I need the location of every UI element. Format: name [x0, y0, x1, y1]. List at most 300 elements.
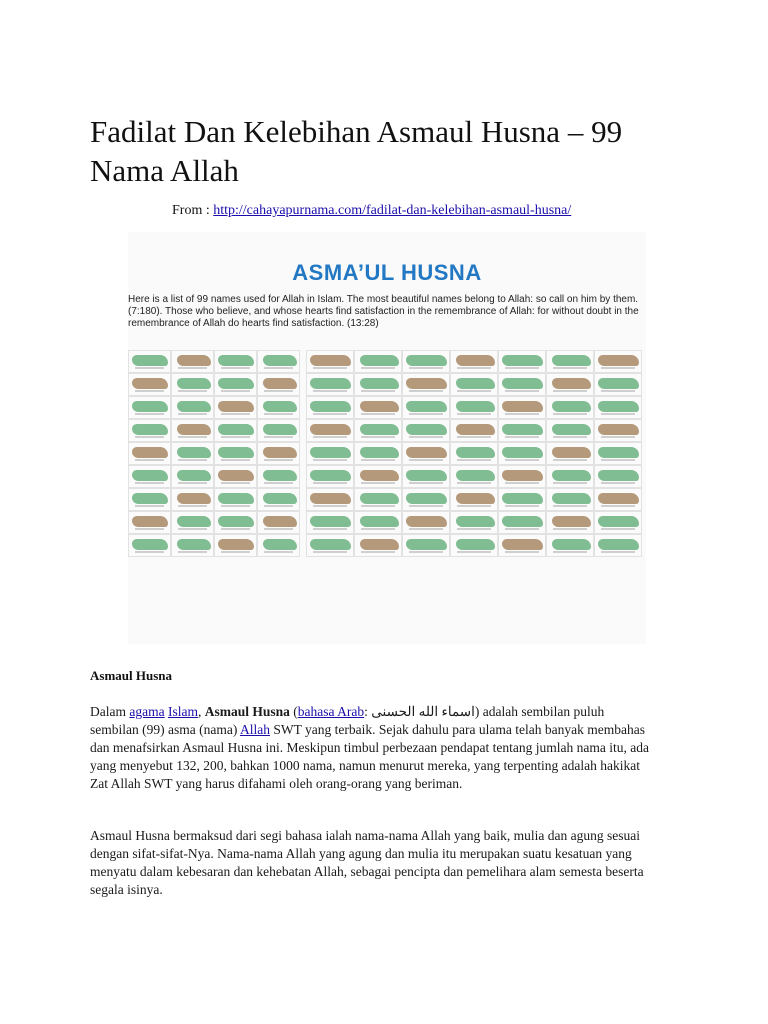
cell-caption — [505, 413, 539, 415]
calligraphy-glyph — [132, 470, 168, 481]
name-cell — [354, 442, 402, 465]
name-cell — [498, 511, 546, 534]
calligraphy-glyph — [177, 401, 211, 412]
calligraphy-glyph — [360, 355, 399, 366]
calligraphy-glyph — [132, 424, 168, 435]
name-cell — [450, 350, 498, 373]
cell-caption — [313, 551, 347, 553]
name-cell — [354, 534, 402, 557]
cell-caption — [135, 413, 164, 415]
cell-caption — [409, 390, 443, 392]
cell-caption — [135, 390, 164, 392]
cell-caption — [313, 482, 347, 484]
calligraphy-glyph — [132, 447, 168, 458]
calligraphy-glyph — [598, 424, 639, 435]
calligraphy-glyph — [177, 424, 211, 435]
name-cell — [594, 396, 642, 419]
name-cell — [128, 373, 171, 396]
paragraph-1 — [90, 703, 650, 793]
cell-caption — [601, 459, 635, 461]
name-cell — [128, 419, 171, 442]
calligraphy-glyph — [360, 447, 399, 458]
calligraphy-glyph — [218, 424, 254, 435]
name-cell — [257, 350, 300, 373]
cell-caption — [361, 528, 395, 530]
calligraphy-glyph — [263, 447, 297, 458]
name-cell — [171, 419, 214, 442]
calligraphy-glyph — [502, 401, 543, 412]
name-cell — [354, 419, 402, 442]
cell-caption — [178, 528, 207, 530]
name-cell — [450, 419, 498, 442]
cell-caption — [178, 551, 207, 553]
cell-caption — [313, 367, 347, 369]
name-cell — [171, 534, 214, 557]
cell-caption — [505, 367, 539, 369]
cell-caption — [457, 390, 491, 392]
calligraphy-glyph — [132, 516, 168, 527]
cell-caption — [135, 551, 164, 553]
calligraphy-glyph — [502, 493, 543, 504]
calligraphy-glyph — [263, 355, 297, 366]
name-cell — [306, 442, 354, 465]
name-cell — [594, 442, 642, 465]
cell-caption — [178, 482, 207, 484]
name-cell — [171, 373, 214, 396]
calligraphy-glyph — [406, 401, 447, 412]
calligraphy-glyph — [552, 470, 591, 481]
name-cell — [546, 350, 594, 373]
cell-caption — [457, 459, 491, 461]
cell-caption — [553, 436, 587, 438]
name-cell — [354, 373, 402, 396]
name-cell — [498, 465, 546, 488]
calligraphy-glyph — [406, 378, 447, 389]
name-cell — [214, 534, 257, 557]
calligraphy-glyph — [406, 470, 447, 481]
image-intro-text: Here is a list of 99 names used for Allah in Islam. The most beautiful names belong to Allah: so call on him by them. (7:180). Those who believe, and whose hearts find satisfaction in the remembrance of Allah: for without doubt in the remembrance of Allah do hearts find satisfaction. (13:28) — [128, 294, 639, 329]
cell-caption — [178, 390, 207, 392]
calligraphy-glyph — [502, 424, 543, 435]
cell-caption — [361, 505, 395, 507]
image-heading: ASMA’UL HUSNA — [292, 260, 482, 285]
calligraphy-glyph — [310, 401, 351, 412]
cell-caption — [601, 367, 635, 369]
source-link[interactable]: http://cahayapurnama.com/fadilat-dan-kelebihan-asmaul-husna/ — [213, 203, 572, 218]
name-cell — [306, 465, 354, 488]
calligraphy-glyph — [360, 378, 399, 389]
name-cell — [257, 373, 300, 396]
calligraphy-glyph — [310, 447, 351, 458]
calligraphy-glyph — [360, 516, 399, 527]
name-cell — [402, 419, 450, 442]
p1-open-paren: ( — [293, 704, 298, 719]
name-cell — [214, 511, 257, 534]
calligraphy-glyph — [263, 401, 297, 412]
calligraphy-glyph — [406, 355, 447, 366]
link-agama[interactable]: agama — [129, 704, 165, 719]
name-cell — [498, 488, 546, 511]
calligraphy-glyph — [177, 470, 211, 481]
calligraphy-glyph — [552, 447, 591, 458]
cell-caption — [313, 436, 347, 438]
cell-caption — [178, 459, 207, 461]
name-cell — [498, 350, 546, 373]
calligraphy-glyph — [502, 447, 543, 458]
name-cell — [402, 488, 450, 511]
name-cell — [306, 534, 354, 557]
name-cell — [450, 534, 498, 557]
name-cell — [214, 465, 257, 488]
calligraphy-glyph — [360, 401, 399, 412]
cell-caption — [178, 436, 207, 438]
name-cell — [214, 373, 257, 396]
calligraphy-glyph — [598, 355, 639, 366]
cell-caption — [178, 367, 207, 369]
cell-caption — [313, 459, 347, 461]
calligraphy-glyph — [456, 378, 495, 389]
calligraphy-glyph — [218, 539, 254, 550]
calligraphy-glyph — [406, 424, 447, 435]
cell-caption — [178, 505, 207, 507]
link-bahasa-arab[interactable]: bahasa Arab — [297, 704, 365, 719]
name-cell — [128, 534, 171, 557]
calligraphy-glyph — [360, 539, 399, 550]
calligraphy-glyph — [218, 470, 254, 481]
cell-caption — [264, 482, 293, 484]
cell-caption — [135, 482, 164, 484]
cell-caption — [361, 390, 395, 392]
name-cell — [214, 350, 257, 373]
asmaul-husna-image — [128, 232, 646, 644]
name-cell — [128, 488, 171, 511]
name-cell — [450, 442, 498, 465]
name-cell — [306, 350, 354, 373]
name-cell — [546, 534, 594, 557]
calligraphy-glyph — [360, 470, 399, 481]
cell-caption — [601, 390, 635, 392]
calligraphy-glyph — [218, 355, 254, 366]
name-cell — [450, 511, 498, 534]
p1-colon: : — [364, 704, 368, 719]
name-cell — [257, 511, 300, 534]
calligraphy-glyph — [218, 516, 254, 527]
name-cell — [546, 373, 594, 396]
cell-caption — [313, 528, 347, 530]
name-cell — [546, 511, 594, 534]
name-cell — [306, 488, 354, 511]
cell-caption — [135, 367, 164, 369]
paragraph-2: Asmaul Husna bermaksud dari segi bahasa ialah nama-nama Allah yang baik, mulia dan agung sesuai dengan sifat-sifat-Nya. Nama-nama Allah yang agung dan mulia itu merupakan suatu kesatuan yang menyatu dalam kebesaran dan kehebatan Allah, sebagai pencipta dan pemelihara alam semesta beserta segala isinya. — [90, 828, 644, 897]
name-cell — [306, 511, 354, 534]
name-cell — [214, 396, 257, 419]
name-cell — [546, 465, 594, 488]
calligraphy-glyph — [456, 401, 495, 412]
calligraphy-glyph — [263, 493, 297, 504]
page-title: Fadilat Dan Kelebihan Asmaul Husna – 99 Nama Allah — [90, 114, 623, 188]
calligraphy-glyph — [310, 424, 351, 435]
cell-caption — [457, 551, 491, 553]
calligraphy-glyph — [218, 447, 254, 458]
cell-caption — [553, 482, 587, 484]
calligraphy-glyph — [263, 516, 297, 527]
name-cell — [498, 373, 546, 396]
name-cell — [306, 373, 354, 396]
cell-caption — [505, 528, 539, 530]
calligraphy-glyph — [177, 378, 211, 389]
name-cell — [257, 419, 300, 442]
calligraphy-glyph — [552, 355, 591, 366]
cell-caption — [221, 482, 250, 484]
calligraphy-glyph — [456, 493, 495, 504]
calligraphy-glyph — [502, 516, 543, 527]
cell-caption — [601, 482, 635, 484]
name-cell — [546, 488, 594, 511]
cell-caption — [457, 482, 491, 484]
cell-caption — [178, 413, 207, 415]
calligraphy-glyph — [177, 447, 211, 458]
name-cell — [171, 488, 214, 511]
calligraphy-glyph — [218, 378, 254, 389]
calligraphy-glyph — [263, 424, 297, 435]
name-cell — [354, 350, 402, 373]
name-cell — [594, 534, 642, 557]
cell-caption — [601, 528, 635, 530]
calligraphy-glyph — [132, 539, 168, 550]
calligraphy-glyph — [177, 493, 211, 504]
calligraphy-glyph — [456, 355, 495, 366]
name-cell — [402, 396, 450, 419]
calligraphy-glyph — [132, 401, 168, 412]
calligraphy-glyph — [263, 470, 297, 481]
cell-caption — [221, 528, 250, 530]
name-cell — [171, 350, 214, 373]
name-cell — [214, 419, 257, 442]
name-cell — [546, 419, 594, 442]
name-cell — [594, 511, 642, 534]
cell-caption — [361, 459, 395, 461]
cell-caption — [264, 528, 293, 530]
cell-caption — [361, 482, 395, 484]
name-cell — [257, 396, 300, 419]
name-cell — [594, 350, 642, 373]
cell-caption — [264, 413, 293, 415]
name-cell — [450, 488, 498, 511]
cell-caption — [264, 390, 293, 392]
p1-dalam: Dalam — [90, 704, 126, 719]
cell-caption — [553, 528, 587, 530]
name-cell — [306, 419, 354, 442]
cell-caption — [457, 505, 491, 507]
calligraphy-glyph — [406, 516, 447, 527]
calligraphy-glyph — [456, 470, 495, 481]
source-prefix: From : — [172, 203, 214, 218]
calligraphy-glyph — [552, 401, 591, 412]
name-cell — [214, 442, 257, 465]
calligraphy-glyph — [310, 516, 351, 527]
cell-caption — [313, 505, 347, 507]
calligraphy-glyph — [177, 516, 211, 527]
cell-caption — [505, 436, 539, 438]
name-cell — [128, 465, 171, 488]
calligraphy-glyph — [552, 539, 591, 550]
calligraphy-glyph — [406, 447, 447, 458]
cell-caption — [505, 390, 539, 392]
cell-caption — [409, 367, 443, 369]
calligraphy-glyph — [406, 539, 447, 550]
name-cell — [128, 442, 171, 465]
calligraphy-glyph — [552, 378, 591, 389]
calligraphy-glyph — [406, 493, 447, 504]
cell-caption — [409, 436, 443, 438]
name-cell — [257, 534, 300, 557]
calligraphy-glyph — [502, 470, 543, 481]
name-cell — [354, 488, 402, 511]
p1-after-arabic: ) adalah sembilan puluh sembilan (99) asma (nama) — [90, 704, 605, 737]
cell-caption — [553, 367, 587, 369]
calligraphy-glyph — [132, 493, 168, 504]
calligraphy-glyph — [502, 539, 543, 550]
section-heading: Asmaul Husna — [90, 668, 172, 683]
cell-caption — [221, 390, 250, 392]
p1-comma: , — [197, 704, 202, 719]
name-cell — [498, 442, 546, 465]
name-cell — [402, 442, 450, 465]
cell-caption — [553, 390, 587, 392]
calligraphy-glyph — [456, 424, 495, 435]
calligraphy-glyph — [502, 378, 543, 389]
name-cell — [171, 396, 214, 419]
link-islam[interactable]: Islam — [167, 704, 198, 719]
cell-caption — [361, 436, 395, 438]
cell-caption — [601, 436, 635, 438]
calligraphy-glyph — [598, 401, 639, 412]
cell-caption — [457, 436, 491, 438]
name-cell — [450, 396, 498, 419]
cell-caption — [313, 390, 347, 392]
cell-caption — [221, 367, 250, 369]
name-cell — [214, 488, 257, 511]
cell-caption — [553, 413, 587, 415]
name-cell — [594, 419, 642, 442]
calligraphy-glyph — [552, 424, 591, 435]
name-cell — [306, 396, 354, 419]
calligraphy-glyph — [263, 539, 297, 550]
cell-caption — [457, 413, 491, 415]
cell-caption — [553, 459, 587, 461]
name-cell — [257, 465, 300, 488]
calligraphy-glyph — [598, 378, 639, 389]
name-cell — [402, 511, 450, 534]
cell-caption — [221, 459, 250, 461]
name-cell — [498, 534, 546, 557]
calligraphy-glyph — [177, 539, 211, 550]
cell-caption — [505, 459, 539, 461]
cell-caption — [409, 528, 443, 530]
cell-caption — [361, 367, 395, 369]
name-cell — [594, 373, 642, 396]
calligraphy-glyph — [456, 447, 495, 458]
calligraphy-glyph — [132, 355, 168, 366]
cell-caption — [221, 436, 250, 438]
cell-caption — [361, 551, 395, 553]
name-cell — [450, 373, 498, 396]
name-cell — [402, 350, 450, 373]
name-cell — [257, 488, 300, 511]
name-cell — [546, 442, 594, 465]
cell-caption — [221, 505, 250, 507]
calligraphy-glyph — [456, 539, 495, 550]
calligraphy-glyph — [310, 539, 351, 550]
calligraphy-glyph — [598, 539, 639, 550]
calligraphy-glyph — [552, 493, 591, 504]
name-cell — [171, 511, 214, 534]
cell-caption — [457, 367, 491, 369]
cell-caption — [264, 505, 293, 507]
p1-rest: SWT yang terbaik. Sejak dahulu para ulama telah banyak membahas dan menafsirkan Asmaul Husna ini. Meskipun timbul perbezaan pendapat tentang jumlah nama itu, ada yang menyebut 132, 200, bahkan 1000 nama, namun menurut mereka, yang terpenting adalah hakikat Zat Allah SWT yang harus difahami oleh orang-orang yang beriman. — [90, 722, 649, 791]
name-cell — [257, 442, 300, 465]
calligraphy-glyph — [310, 470, 351, 481]
link-allah[interactable]: Allah — [239, 722, 270, 737]
cell-caption — [264, 367, 293, 369]
source-line — [172, 202, 571, 220]
cell-caption — [601, 413, 635, 415]
names-grid — [128, 350, 646, 562]
cell-caption — [264, 436, 293, 438]
calligraphy-glyph — [502, 355, 543, 366]
calligraphy-glyph — [218, 401, 254, 412]
calligraphy-glyph — [310, 378, 351, 389]
name-cell — [402, 373, 450, 396]
name-cell — [128, 396, 171, 419]
name-cell — [171, 442, 214, 465]
name-cell — [128, 511, 171, 534]
name-cell — [402, 465, 450, 488]
calligraphy-glyph — [360, 424, 399, 435]
cell-caption — [505, 482, 539, 484]
cell-caption — [601, 505, 635, 507]
name-cell — [594, 488, 642, 511]
calligraphy-glyph — [218, 493, 254, 504]
name-cell — [128, 350, 171, 373]
name-cell — [498, 396, 546, 419]
name-cell — [498, 419, 546, 442]
cell-caption — [221, 413, 250, 415]
name-cell — [450, 465, 498, 488]
cell-caption — [409, 413, 443, 415]
calligraphy-glyph — [456, 516, 495, 527]
calligraphy-glyph — [598, 447, 639, 458]
arabic-phrase: اسماء الله الحسنى — [371, 704, 475, 719]
name-cell — [354, 396, 402, 419]
cell-caption — [313, 413, 347, 415]
cell-caption — [264, 459, 293, 461]
cell-caption — [457, 528, 491, 530]
cell-caption — [505, 551, 539, 553]
cell-caption — [505, 505, 539, 507]
calligraphy-glyph — [132, 378, 168, 389]
name-cell — [546, 396, 594, 419]
cell-caption — [553, 551, 587, 553]
cell-caption — [135, 459, 164, 461]
calligraphy-glyph — [552, 516, 591, 527]
term-asmaul-husna: Asmaul Husna — [204, 704, 290, 719]
cell-caption — [409, 505, 443, 507]
cell-caption — [135, 528, 164, 530]
cell-caption — [135, 436, 164, 438]
name-cell — [402, 534, 450, 557]
cell-caption — [221, 551, 250, 553]
